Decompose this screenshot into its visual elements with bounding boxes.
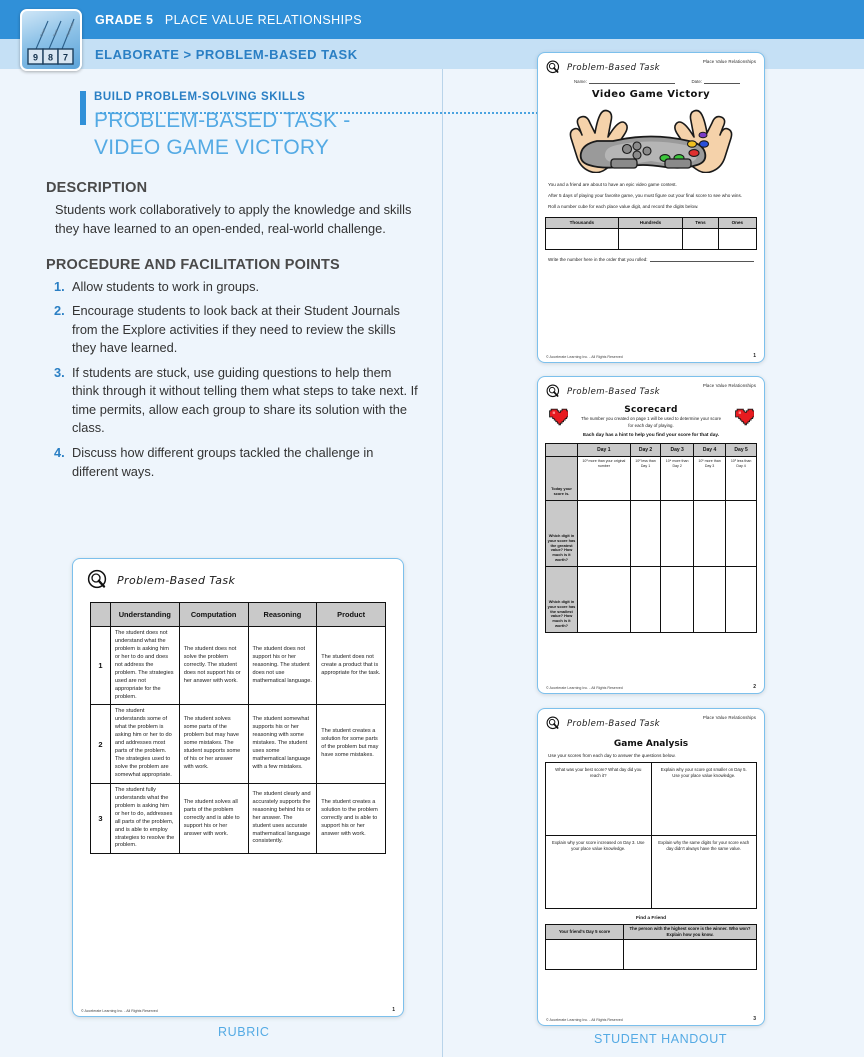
name-input-rule[interactable] <box>589 79 675 84</box>
scorecard-corner-cell <box>546 444 578 457</box>
hands-holding-game-controller-icon <box>553 101 749 173</box>
pixel-heart-icon <box>548 405 568 429</box>
scorecard-answer-cell[interactable] <box>578 567 631 633</box>
scorecard-hint-cell[interactable]: 10¹ more than Day 3 <box>693 457 725 501</box>
table-row <box>91 627 386 705</box>
list-text: Allow students to work in groups. <box>72 278 260 294</box>
place-value-blocks-icon <box>22 11 80 69</box>
scorecard-answer-cell[interactable] <box>726 501 757 567</box>
pv-header-hundreds: Hundreds <box>618 217 683 228</box>
list-number: 4. <box>54 445 65 460</box>
name-date-row <box>538 77 764 84</box>
svg-text:7: 7 <box>62 52 69 63</box>
scorecard-answer-cell[interactable] <box>661 567 694 633</box>
pv-header-thousands: Thousands <box>546 217 619 228</box>
page-number: 1 <box>753 353 756 359</box>
rubric-cell: The student does not create a product that is appropriate for the task. <box>317 627 386 705</box>
pv-answer-cell[interactable] <box>683 228 718 249</box>
eyebrow-label: BUILD PROBLEM-SOLVING SKILLS <box>94 91 306 103</box>
description-body: Students work collaboratively to apply the knowledge and skills they have learned to an open-ended, real-world challenge. <box>55 201 412 236</box>
scorecard-title-group <box>538 405 764 429</box>
rubric-caption: RUBRIC <box>218 1025 270 1039</box>
rubric-cell: The student does not understand what the problem is asking him or her to do and does not address the problem. The strategies used are not appropriate for the problem. <box>110 627 179 705</box>
scorecard-hint-line: Each day has a hint to help you find your score for that day. <box>582 433 720 438</box>
question-cell[interactable]: Explain why the same digits for your score each day didn't always have the same value. <box>651 836 757 909</box>
pixel-heart-icon <box>734 405 754 429</box>
day-header-2: Day 2 <box>630 444 661 457</box>
scorecard-hint-cell[interactable]: 10³ less than Day 4 <box>726 457 757 501</box>
ff-header-winner: The person with the highest score is the winner. Who won? Explain how you know. <box>624 925 757 940</box>
title-block <box>0 69 442 162</box>
rubric-col-reasoning: Reasoning <box>248 603 317 627</box>
table-header-row <box>91 603 386 627</box>
day-header-4: Day 4 <box>693 444 725 457</box>
rubric-level: 1 <box>91 627 111 705</box>
scorecard-row-label: Which digit in your score has the smallest value? How much is it worth? <box>546 567 578 633</box>
name-field-label: Name: <box>574 79 675 84</box>
worksheet-label: Problem-Based Task <box>567 718 661 729</box>
rubric-level: 2 <box>91 705 111 783</box>
rubric-level: 3 <box>91 783 111 854</box>
rubric-cell: The student does not solve the problem correctly. The student does not support his or her answer with work. <box>179 627 248 705</box>
magnifier-icon <box>546 60 561 75</box>
page-number: 1 <box>392 1007 395 1013</box>
worksheet-label: Problem-Based Task <box>567 386 661 397</box>
day-header-5: Day 5 <box>726 444 757 457</box>
day-header-3: Day 3 <box>661 444 694 457</box>
topic-label: PLACE VALUE RELATIONSHIPS <box>164 12 362 27</box>
date-field-label: Date: <box>692 79 741 84</box>
page-number: 2 <box>753 684 756 690</box>
magnifier-icon <box>87 569 109 591</box>
write-number-input-rule[interactable] <box>650 257 754 262</box>
scorecard-answer-cell[interactable] <box>661 501 694 567</box>
description-heading: DESCRIPTION <box>46 179 148 196</box>
rubric-cell: The student fully understands what the problem is asking him or her to do, addresses all parts of the problem, and is able to employ strategies to resolve the problem. <box>110 783 179 854</box>
rubric-cell: The student does not support his or her reasoning. The student does not use mathematical language. <box>248 627 317 705</box>
copyright-text: © Accelerate Learning Inc. - All Rights Reserved <box>546 686 623 690</box>
table-row <box>546 567 757 633</box>
scorecard-text-block <box>578 405 723 429</box>
pv-header-tens: Tens <box>683 217 718 228</box>
instruction-paragraph: Roll a number cube for each place value digit, and record the digits below. <box>548 203 699 209</box>
date-input-rule[interactable] <box>704 79 740 84</box>
pv-answer-cell[interactable] <box>546 228 619 249</box>
scorecard-row-label: Which digit in your score has the greatest value? How much is it worth? <box>546 501 578 567</box>
svg-text:Ones: Ones <box>39 27 47 38</box>
rubric-cell: The student solves some parts of the problem but may have some mistakes. The student supports some of his or her answer with work. <box>179 705 248 783</box>
table-row <box>546 501 757 567</box>
scorecard-table <box>545 443 757 633</box>
svg-text:Tens: Tens <box>52 28 59 38</box>
header-top-bar <box>0 0 864 39</box>
rubric-cell: The student solves all parts of the problem correctly and is able to support his or her answer with work. <box>179 783 248 854</box>
scorecard-hint-cell[interactable]: 10³ more than your original number <box>578 457 631 501</box>
handout-page2-preview[interactable] <box>537 376 765 694</box>
rubric-page-preview[interactable] <box>72 558 404 1017</box>
page1-footer <box>546 353 756 359</box>
rubric-col-computation: Computation <box>179 603 248 627</box>
svg-text:Hundreds: Hundreds <box>65 21 76 38</box>
scorecard-answer-cell[interactable] <box>726 567 757 633</box>
table-header-row <box>546 444 757 457</box>
list-text: Discuss how different groups tackled the challenge in different ways. <box>72 445 374 479</box>
list-item <box>46 444 421 481</box>
list-item <box>46 278 421 297</box>
place-value-table <box>545 217 757 250</box>
find-a-friend-title: Find a Friend <box>635 916 667 921</box>
table-row <box>91 705 386 783</box>
rubric-cell: The student understands some of what the problem is asking him or her to do and addresses most parts of the problem. The strategies used to solve the problem are somewhat appropriate. <box>110 705 179 783</box>
procedure-heading: PROCEDURE AND FACILITATION POINTS <box>46 256 340 273</box>
copyright-text: © Accelerate Learning Inc. - All Rights Reserved <box>81 1009 158 1013</box>
course-logo <box>20 9 82 71</box>
copyright-text: © Accelerate Learning Inc. - All Rights Reserved <box>546 1018 623 1022</box>
game-analysis-title: Game Analysis <box>613 739 689 749</box>
page-title: PROBLEM-BASED TASK - VIDEO GAME VICTORY <box>94 109 351 159</box>
table-row <box>546 763 757 836</box>
handout-caption: STUDENT HANDOUT <box>594 1032 728 1046</box>
scorecard-answer-cell[interactable] <box>693 501 725 567</box>
magnifier-icon <box>546 716 561 731</box>
rubric-cell: The student creates a solution for some parts of the problem but may have some mistakes. <box>317 705 386 783</box>
page2-footer <box>546 684 756 690</box>
table-row <box>546 228 757 249</box>
worksheet-title: Video Game Victory <box>591 89 711 100</box>
scorecard-answer-cell[interactable] <box>693 567 725 633</box>
game-analysis-subtitle: Use your scores from each day to answer the questions below. <box>548 753 676 758</box>
description-section <box>0 180 442 239</box>
pv-header-ones: Ones <box>718 217 756 228</box>
rubric-table <box>90 602 386 854</box>
scorecard-answer-cell[interactable] <box>578 501 631 567</box>
list-text: Encourage students to look back at their Student Journals from the Explore activities if they need to review the skills they have learned. <box>72 303 400 356</box>
dotted-connector <box>100 112 542 114</box>
scorecard-answer-cell[interactable] <box>630 501 661 567</box>
ff-answer-cell[interactable] <box>546 940 624 970</box>
handout-page3-preview[interactable] <box>537 708 765 1026</box>
table-row <box>546 457 757 501</box>
list-text: If students are stuck, use guiding questions to help them think through it without telling them what steps to take next. If time permits, allow each group to share its solution with the class. <box>72 364 418 436</box>
rubric-cell: The student somewhat supports his or her reasoning with some mistakes. The student uses some mathematical language with a few mistakes. <box>248 705 317 783</box>
instruction-paragraph: You and a friend are about to have an epic video game contest. <box>548 182 677 187</box>
topic-corner-label: Place Value Relationships <box>702 715 756 720</box>
table-header-row <box>546 217 757 228</box>
write-number-prompt: Write the number here in the order that you rolled: <box>538 257 764 262</box>
rubric-col-product: Product <box>317 603 386 627</box>
page1-instructions <box>538 182 764 211</box>
topic-corner-label: Place Value Relationships <box>702 383 756 388</box>
question-cell[interactable]: Explain why your score got smaller on Day 5. Use your place value knowledge. <box>651 763 757 836</box>
table-header-row <box>546 925 757 940</box>
table-row <box>546 940 757 970</box>
list-number: 1. <box>54 278 65 294</box>
page3-header <box>538 709 764 733</box>
copyright-text: © Accelerate Learning Inc. - All Rights Reserved <box>546 355 623 359</box>
svg-text:8: 8 <box>47 52 54 63</box>
pv-answer-cell[interactable] <box>718 228 756 249</box>
rubric-cell: The student clearly and accurately supports the reasoning behind his or her answer. The student uses accurate mathematical language consistently. <box>248 783 317 854</box>
scorecard-title: Scorecard <box>624 405 678 416</box>
find-a-friend-table <box>545 924 757 970</box>
list-number: 3. <box>54 364 65 380</box>
breadcrumb-text: ELABORATE > PROBLEM-BASED TASK <box>95 46 358 62</box>
scorecard-hint-cell[interactable]: 10² less than Day 1 <box>630 457 661 501</box>
question-cell[interactable]: What was your best score? What day did you reach it? <box>546 763 652 836</box>
rubric-cell: The student creates a solution to the problem correctly and is able to support his or her answer with work. <box>317 783 386 854</box>
instruction-paragraph: After 5 days of playing your favorite game, you must figure out your final score to see who wins. <box>548 192 743 198</box>
scorecard-hint-cell[interactable]: 10⁴ more than Day 2 <box>661 457 694 501</box>
lesson-content-column <box>0 69 442 487</box>
topic-corner-label: Place Value Relationships <box>702 59 756 64</box>
page2-header <box>538 377 764 401</box>
table-row <box>546 836 757 909</box>
scorecard-subtitle: The number you created on page 1 will be used to determine your score for each day of playing. <box>580 416 722 428</box>
handout-page1-preview[interactable] <box>537 52 765 363</box>
table-row <box>91 783 386 854</box>
rubric-corner-cell <box>91 603 111 627</box>
page-number: 3 <box>753 1016 756 1022</box>
rubric-footer <box>81 1007 395 1013</box>
list-item <box>46 364 421 438</box>
page1-header <box>538 53 764 77</box>
procedure-list <box>46 278 422 481</box>
grade-label: GRADE 5 <box>95 12 154 27</box>
ff-answer-cell[interactable] <box>624 940 757 970</box>
list-item <box>46 302 421 358</box>
magnifier-icon <box>546 384 561 399</box>
rubric-col-understanding: Understanding <box>110 603 179 627</box>
svg-text:9: 9 <box>32 52 39 63</box>
worksheet-label: Problem-Based Task <box>567 62 661 73</box>
list-number: 2. <box>54 303 65 319</box>
procedure-section <box>0 257 442 481</box>
scorecard-row-label: Today your score is. <box>546 457 578 501</box>
pv-answer-cell[interactable] <box>618 228 683 249</box>
question-cell[interactable]: Explain why your score increased on Day 3. Use your place value knowledge. <box>546 836 652 909</box>
ff-header-friend-score: Your friend's Day 5 score <box>546 925 624 940</box>
rubric-header <box>73 559 403 591</box>
day-header-1: Day 1 <box>578 444 631 457</box>
rubric-label: Problem-Based Task <box>117 573 236 587</box>
analysis-question-grid <box>545 762 757 909</box>
scorecard-answer-cell[interactable] <box>630 567 661 633</box>
column-divider <box>442 69 443 1057</box>
title-accent-bar <box>80 91 86 125</box>
page3-footer <box>546 1016 756 1022</box>
controller-illustration <box>538 101 764 178</box>
